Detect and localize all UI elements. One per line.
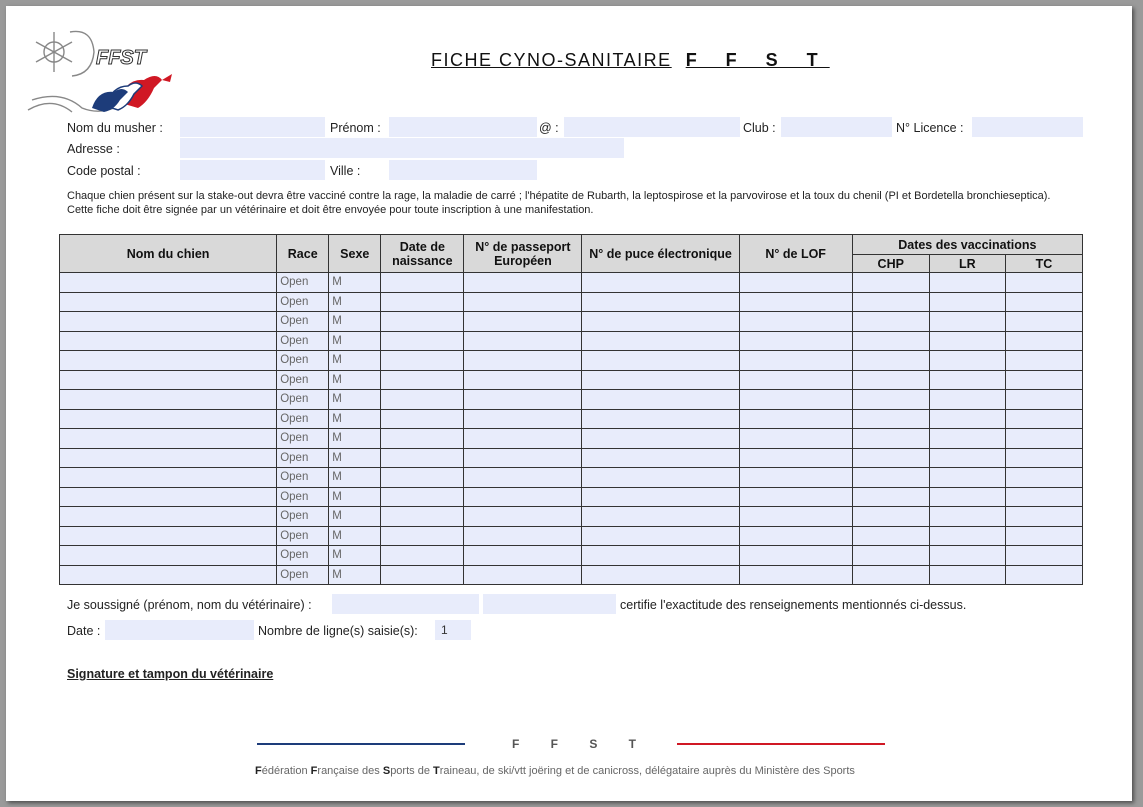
lr-cell[interactable] xyxy=(929,468,1005,488)
race-cell[interactable]: Open xyxy=(277,429,329,449)
club-field[interactable] xyxy=(781,117,892,137)
ville-field[interactable] xyxy=(389,160,537,180)
adresse-label: Adresse : xyxy=(67,142,120,156)
lr-cell[interactable] xyxy=(929,292,1005,312)
passeport-cell[interactable] xyxy=(464,565,582,585)
lof-cell[interactable] xyxy=(739,468,852,488)
chp-cell[interactable] xyxy=(852,429,929,449)
table-row xyxy=(60,351,1083,371)
document-page xyxy=(6,6,1132,801)
email-field[interactable] xyxy=(564,117,740,137)
chp-cell[interactable] xyxy=(852,273,929,293)
passeport-cell[interactable] xyxy=(464,429,582,449)
dog-name-cell[interactable] xyxy=(60,487,277,507)
vet-prenom-field[interactable] xyxy=(332,594,479,614)
passeport-cell[interactable] xyxy=(464,351,582,371)
lr-cell[interactable] xyxy=(929,429,1005,449)
race-cell[interactable]: Open xyxy=(277,273,329,293)
lof-cell[interactable] xyxy=(739,331,852,351)
col-race: Race xyxy=(277,235,329,273)
date-naissance-cell[interactable] xyxy=(381,331,464,351)
puce-cell[interactable] xyxy=(582,546,739,566)
ffst-logo xyxy=(22,20,182,120)
dog-name-cell[interactable] xyxy=(60,448,277,468)
table-row xyxy=(60,526,1083,546)
dog-name-cell[interactable] xyxy=(60,331,277,351)
col-lr: LR xyxy=(929,255,1005,273)
sexe-cell[interactable]: M xyxy=(329,565,381,585)
col-vaccinations: Dates des vaccinations xyxy=(852,235,1082,255)
race-cell[interactable]: Open xyxy=(277,448,329,468)
tc-cell[interactable] xyxy=(1005,468,1082,488)
signature-label: Signature et tampon du vétérinaire xyxy=(67,667,274,681)
dog-name-cell[interactable] xyxy=(60,526,277,546)
code-postal-field[interactable] xyxy=(180,160,325,180)
sexe-cell[interactable]: M xyxy=(329,370,381,390)
passeport-cell[interactable] xyxy=(464,448,582,468)
footer-federation-text: Fédération Française des Sports de Traineau, de ski/vtt joëring et de canicross, délégataire auprès du Ministère des Sports xyxy=(255,765,855,777)
passeport-cell[interactable] xyxy=(464,546,582,566)
lof-cell[interactable] xyxy=(739,312,852,332)
date-field[interactable] xyxy=(105,620,254,640)
table-row xyxy=(60,409,1083,429)
table-row xyxy=(60,565,1083,585)
lr-cell[interactable] xyxy=(929,409,1005,429)
dog-name-cell[interactable] xyxy=(60,351,277,371)
musher-name-field[interactable] xyxy=(180,117,325,137)
lr-cell[interactable] xyxy=(929,546,1005,566)
sexe-cell[interactable]: M xyxy=(329,546,381,566)
lr-cell[interactable] xyxy=(929,351,1005,371)
table-row xyxy=(60,546,1083,566)
lof-cell[interactable] xyxy=(739,507,852,527)
date-naissance-cell[interactable] xyxy=(381,468,464,488)
passeport-cell[interactable] xyxy=(464,507,582,527)
sexe-cell[interactable]: M xyxy=(329,487,381,507)
lof-cell[interactable] xyxy=(739,448,852,468)
table-row xyxy=(60,390,1083,410)
passeport-cell[interactable] xyxy=(464,468,582,488)
puce-cell[interactable] xyxy=(582,390,739,410)
lr-cell[interactable] xyxy=(929,448,1005,468)
chp-cell[interactable] xyxy=(852,546,929,566)
sexe-cell[interactable]: M xyxy=(329,409,381,429)
puce-cell[interactable] xyxy=(582,507,739,527)
chp-cell[interactable] xyxy=(852,331,929,351)
col-passeport: N° de passeport Européen xyxy=(464,235,582,273)
sexe-cell[interactable]: M xyxy=(329,429,381,449)
date-naissance-cell[interactable] xyxy=(381,292,464,312)
table-row xyxy=(60,487,1083,507)
sexe-cell[interactable]: M xyxy=(329,526,381,546)
nb-lignes-field[interactable]: 1 xyxy=(435,620,471,640)
musher-label: Nom du musher : xyxy=(67,121,163,135)
chp-cell[interactable] xyxy=(852,292,929,312)
date-naissance-cell[interactable] xyxy=(381,273,464,293)
chp-cell[interactable] xyxy=(852,390,929,410)
date-naissance-cell[interactable] xyxy=(381,507,464,527)
puce-cell[interactable] xyxy=(582,468,739,488)
lr-cell[interactable] xyxy=(929,390,1005,410)
date-naissance-cell[interactable] xyxy=(381,370,464,390)
race-cell[interactable]: Open xyxy=(277,331,329,351)
vet-nom-field[interactable] xyxy=(483,594,616,614)
date-naissance-cell[interactable] xyxy=(381,312,464,332)
col-tc: TC xyxy=(1005,255,1082,273)
passeport-cell[interactable] xyxy=(464,370,582,390)
club-label: Club : xyxy=(743,121,776,135)
lof-cell[interactable] xyxy=(739,370,852,390)
passeport-cell[interactable] xyxy=(464,409,582,429)
sexe-cell[interactable]: M xyxy=(329,292,381,312)
chp-cell[interactable] xyxy=(852,487,929,507)
soussigne-label: Je soussigné (prénom, nom du vétérinaire) : xyxy=(67,598,312,612)
tc-cell[interactable] xyxy=(1005,448,1082,468)
puce-cell[interactable] xyxy=(582,448,739,468)
chp-cell[interactable] xyxy=(852,312,929,332)
footer-blue-line xyxy=(257,743,465,745)
tc-cell[interactable] xyxy=(1005,546,1082,566)
licence-field[interactable] xyxy=(972,117,1083,137)
chp-cell[interactable] xyxy=(852,351,929,371)
race-cell[interactable]: Open xyxy=(277,526,329,546)
puce-cell[interactable] xyxy=(582,565,739,585)
vaccination-info-text: Chaque chien présent sur la stake-out devra être vacciné contre la rage, la maladie de carré ; l'hépatite de Rubarth, la leptospirose et la parvovirose et la toux du chenil (PI et Bordetella bronchiesеptica). Cette fiche doit être signée par un vétérinaire et doit être envoyée pour toute inscription à une manifestation. xyxy=(67,190,1051,216)
col-chp: CHP xyxy=(852,255,929,273)
puce-cell[interactable] xyxy=(582,273,739,293)
tc-cell[interactable] xyxy=(1005,312,1082,332)
tc-cell[interactable] xyxy=(1005,331,1082,351)
date-naissance-cell[interactable] xyxy=(381,526,464,546)
table-row xyxy=(60,429,1083,449)
lof-cell[interactable] xyxy=(739,409,852,429)
tc-cell[interactable] xyxy=(1005,487,1082,507)
puce-cell[interactable] xyxy=(582,312,739,332)
race-cell[interactable]: Open xyxy=(277,292,329,312)
race-cell[interactable]: Open xyxy=(277,351,329,371)
tc-cell[interactable] xyxy=(1005,565,1082,585)
passeport-cell[interactable] xyxy=(464,526,582,546)
date-naissance-cell[interactable] xyxy=(381,390,464,410)
sexe-cell[interactable]: M xyxy=(329,312,381,332)
race-cell[interactable]: Open xyxy=(277,507,329,527)
lof-cell[interactable] xyxy=(739,487,852,507)
chp-cell[interactable] xyxy=(852,448,929,468)
race-cell[interactable]: Open xyxy=(277,468,329,488)
nb-lignes-label: Nombre de ligne(s) saisie(s): xyxy=(258,624,418,638)
certifie-text: certifie l'exactitude des renseignements mentionnés ci-dessus. xyxy=(620,598,967,612)
date-naissance-cell[interactable] xyxy=(381,409,464,429)
table-row xyxy=(60,331,1083,351)
ville-label: Ville : xyxy=(330,164,361,178)
dog-name-cell[interactable] xyxy=(60,409,277,429)
passeport-cell[interactable] xyxy=(464,390,582,410)
puce-cell[interactable] xyxy=(582,292,739,312)
lr-cell[interactable] xyxy=(929,487,1005,507)
lof-cell[interactable] xyxy=(739,526,852,546)
lr-cell[interactable] xyxy=(929,526,1005,546)
footer-red-line xyxy=(677,743,885,745)
tc-cell[interactable] xyxy=(1005,429,1082,449)
race-cell[interactable]: Open xyxy=(277,409,329,429)
prenom-field[interactable] xyxy=(389,117,537,137)
lr-cell[interactable] xyxy=(929,312,1005,332)
table-row xyxy=(60,312,1083,332)
dogs-table xyxy=(59,234,1083,585)
passeport-cell[interactable] xyxy=(464,331,582,351)
tc-cell[interactable] xyxy=(1005,351,1082,371)
dog-name-cell[interactable] xyxy=(60,292,277,312)
passeport-cell[interactable] xyxy=(464,292,582,312)
race-cell[interactable]: Open xyxy=(277,312,329,332)
chp-cell[interactable] xyxy=(852,565,929,585)
puce-cell[interactable] xyxy=(582,409,739,429)
race-cell[interactable]: Open xyxy=(277,546,329,566)
puce-cell[interactable] xyxy=(582,487,739,507)
chp-cell[interactable] xyxy=(852,468,929,488)
email-label: @ : xyxy=(539,121,559,135)
puce-cell[interactable] xyxy=(582,331,739,351)
dog-name-cell[interactable] xyxy=(60,546,277,566)
passeport-cell[interactable] xyxy=(464,312,582,332)
page-title: FICHE CYNO-SANITAIRE F F S T xyxy=(431,50,830,70)
dog-name-cell[interactable] xyxy=(60,312,277,332)
lof-cell[interactable] xyxy=(739,390,852,410)
col-puce: N° de puce électronique xyxy=(582,235,739,273)
dog-name-cell[interactable] xyxy=(60,429,277,449)
puce-cell[interactable] xyxy=(582,429,739,449)
date-naissance-cell[interactable] xyxy=(381,351,464,371)
date-naissance-cell[interactable] xyxy=(381,448,464,468)
race-cell[interactable]: Open xyxy=(277,390,329,410)
lof-cell[interactable] xyxy=(739,546,852,566)
dog-name-cell[interactable] xyxy=(60,273,277,293)
sexe-cell[interactable]: M xyxy=(329,351,381,371)
chp-cell[interactable] xyxy=(852,409,929,429)
sexe-cell[interactable]: M xyxy=(329,468,381,488)
date-naissance-cell[interactable] xyxy=(381,546,464,566)
tc-cell[interactable] xyxy=(1005,409,1082,429)
date-naissance-cell[interactable] xyxy=(381,487,464,507)
col-lof: N° de LOF xyxy=(739,235,852,273)
chp-cell[interactable] xyxy=(852,370,929,390)
chp-cell[interactable] xyxy=(852,526,929,546)
tc-cell[interactable] xyxy=(1005,390,1082,410)
tc-cell[interactable] xyxy=(1005,507,1082,527)
licence-label: N° Licence : xyxy=(896,121,964,135)
chp-cell[interactable] xyxy=(852,507,929,527)
svg-text:FFST: FFST xyxy=(96,47,146,69)
dog-name-cell[interactable] xyxy=(60,390,277,410)
dog-name-cell[interactable] xyxy=(60,468,277,488)
table-row xyxy=(60,292,1083,312)
sexe-cell[interactable]: M xyxy=(329,507,381,527)
lof-cell[interactable] xyxy=(739,273,852,293)
sexe-cell[interactable]: M xyxy=(329,390,381,410)
race-cell[interactable]: Open xyxy=(277,370,329,390)
table-row xyxy=(60,468,1083,488)
lr-cell[interactable] xyxy=(929,370,1005,390)
code-postal-label: Code postal : xyxy=(67,164,141,178)
lr-cell[interactable] xyxy=(929,331,1005,351)
tc-cell[interactable] xyxy=(1005,370,1082,390)
tc-cell[interactable] xyxy=(1005,292,1082,312)
tc-cell[interactable] xyxy=(1005,273,1082,293)
table-row xyxy=(60,370,1083,390)
dog-name-cell[interactable] xyxy=(60,565,277,585)
puce-cell[interactable] xyxy=(582,526,739,546)
lof-cell[interactable] xyxy=(739,429,852,449)
table-row xyxy=(60,448,1083,468)
footer-ffst: F F S T xyxy=(512,737,650,751)
lr-cell[interactable] xyxy=(929,507,1005,527)
passeport-cell[interactable] xyxy=(464,273,582,293)
sexe-cell[interactable]: M xyxy=(329,273,381,293)
col-nom-chien: Nom du chien xyxy=(60,235,277,273)
sexe-cell[interactable]: M xyxy=(329,331,381,351)
puce-cell[interactable] xyxy=(582,370,739,390)
col-sexe: Sexe xyxy=(329,235,381,273)
lof-cell[interactable] xyxy=(739,292,852,312)
prenom-label: Prénom : xyxy=(330,121,381,135)
race-cell[interactable]: Open xyxy=(277,565,329,585)
passeport-cell[interactable] xyxy=(464,487,582,507)
dog-name-cell[interactable] xyxy=(60,507,277,527)
lr-cell[interactable] xyxy=(929,565,1005,585)
table-row xyxy=(60,273,1083,293)
lof-cell[interactable] xyxy=(739,565,852,585)
dog-name-cell[interactable] xyxy=(60,370,277,390)
date-label: Date : xyxy=(67,624,101,638)
race-cell[interactable]: Open xyxy=(277,487,329,507)
puce-cell[interactable] xyxy=(582,351,739,371)
table-row xyxy=(60,507,1083,527)
lr-cell[interactable] xyxy=(929,273,1005,293)
lof-cell[interactable] xyxy=(739,351,852,371)
sexe-cell[interactable]: M xyxy=(329,448,381,468)
tc-cell[interactable] xyxy=(1005,526,1082,546)
date-naissance-cell[interactable] xyxy=(381,565,464,585)
date-naissance-cell[interactable] xyxy=(381,429,464,449)
col-date-naissance: Date de naissance xyxy=(381,235,464,273)
adresse-field[interactable] xyxy=(180,138,624,158)
title-org: F F S T xyxy=(685,50,830,70)
